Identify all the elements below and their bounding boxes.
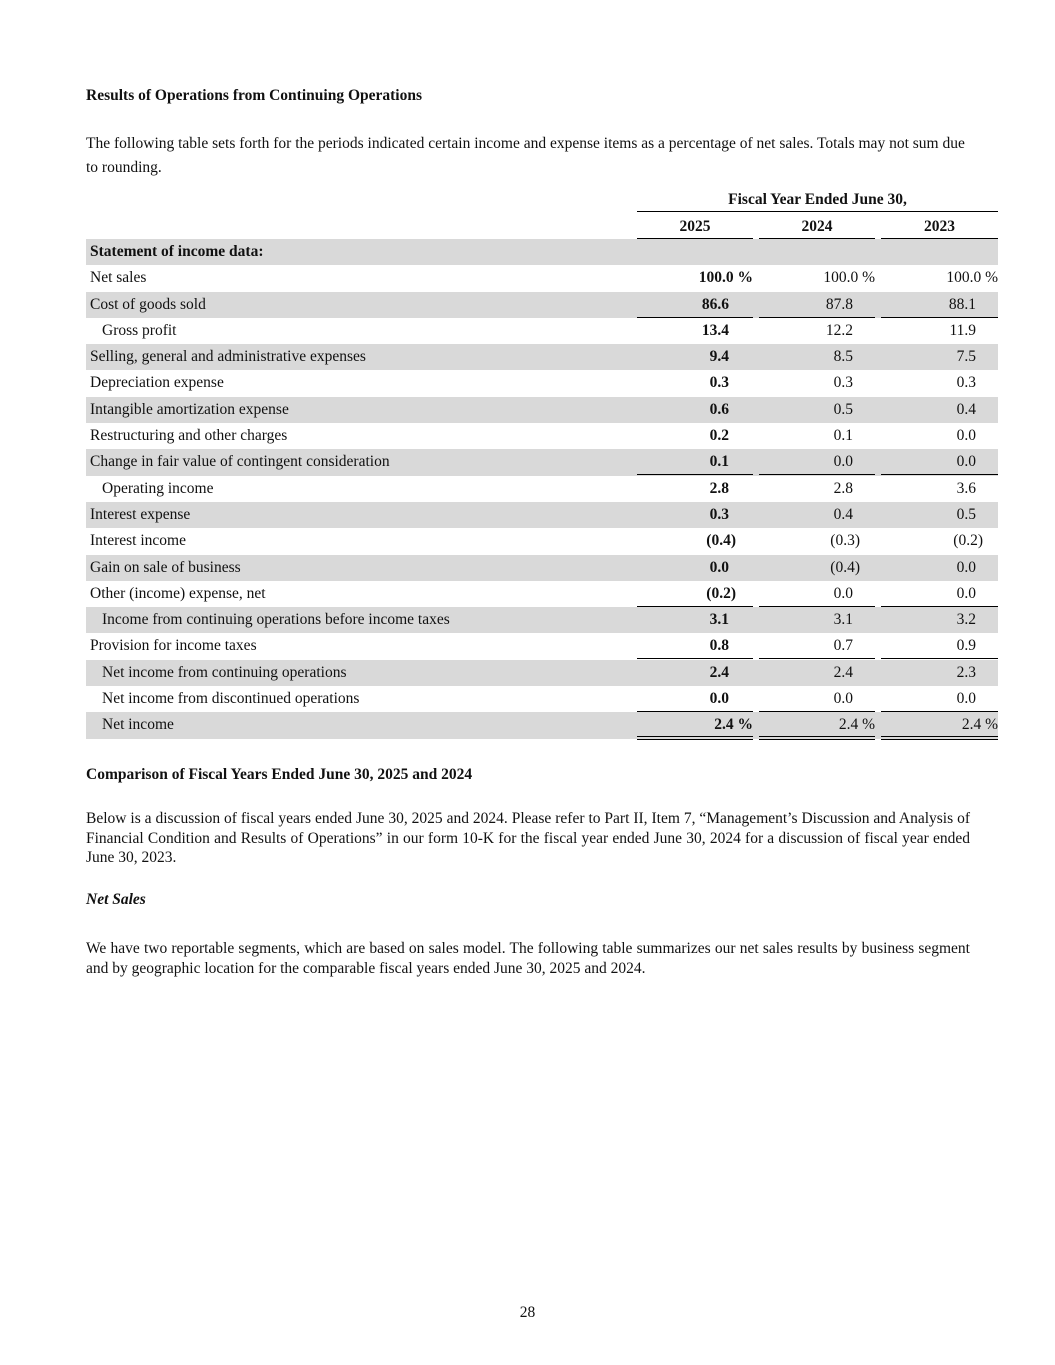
value-2024: 3.1 bbox=[833, 611, 853, 629]
value-2024: 0.0 bbox=[833, 690, 853, 708]
value-2025: 3.1 bbox=[709, 611, 729, 629]
year-header-2025: 2025 bbox=[637, 216, 753, 239]
row-label: Selling, general and administrative expenses bbox=[90, 348, 366, 366]
value-2023: 0.0 bbox=[956, 558, 976, 576]
value-2023: 0.0 bbox=[956, 427, 976, 445]
value-2025: 0.3 bbox=[709, 505, 729, 523]
row-label: Interest expense bbox=[90, 505, 191, 523]
value-2025: 0.3 bbox=[709, 374, 729, 392]
value-2023: 0.3 bbox=[956, 374, 976, 392]
value-2023: 100.0 % bbox=[946, 269, 998, 287]
value-2024: 8.5 bbox=[833, 348, 853, 366]
value-2023: 0.5 bbox=[956, 505, 976, 523]
table-row bbox=[86, 397, 998, 423]
table-row bbox=[86, 239, 998, 265]
value-2025: 0.6 bbox=[709, 400, 729, 418]
value-2024: 0.3 bbox=[833, 374, 853, 392]
table-row bbox=[86, 344, 998, 370]
value-2023: 3.2 bbox=[956, 611, 976, 629]
value-2024: 0.1 bbox=[833, 427, 853, 445]
row-label: Change in fair value of contingent consideration bbox=[90, 453, 390, 471]
value-2024: 0.5 bbox=[833, 400, 853, 418]
value-2024: 2.8 bbox=[833, 479, 853, 497]
table-row bbox=[86, 660, 998, 686]
value-2024: 0.7 bbox=[833, 637, 853, 655]
value-2025: 0.0 bbox=[709, 558, 729, 576]
value-2025: 0.0 bbox=[709, 690, 729, 708]
row-label: Provision for income taxes bbox=[90, 637, 257, 655]
value-2023: 11.9 bbox=[949, 321, 976, 339]
value-2023: 0.0 bbox=[956, 584, 976, 602]
row-label: Net income bbox=[102, 716, 174, 734]
comparison-title: Comparison of Fiscal Years Ended June 30, 2025 and 2024 bbox=[86, 766, 473, 783]
value-2023: 0.0 bbox=[956, 690, 976, 708]
table-row bbox=[86, 370, 998, 396]
row-label: Net income from discontinued operations bbox=[102, 690, 360, 708]
value-2025: 0.2 bbox=[709, 427, 729, 445]
value-2025: 2.4 % bbox=[714, 716, 753, 734]
year-header-2024: 2024 bbox=[759, 216, 875, 239]
value-2025: 2.4 bbox=[709, 663, 729, 681]
year-header-2023: 2023 bbox=[881, 216, 998, 239]
table-row bbox=[86, 265, 998, 291]
row-label: Intangible amortization expense bbox=[90, 400, 289, 418]
value-2025: 9.4 bbox=[709, 348, 729, 366]
period-header: Fiscal Year Ended June 30, bbox=[637, 188, 998, 212]
value-2025: 86.6 bbox=[701, 295, 729, 313]
value-2024: 100.0 % bbox=[823, 269, 875, 287]
table-row bbox=[86, 528, 998, 554]
net-sales-title: Net Sales bbox=[86, 891, 146, 908]
row-label: Depreciation expense bbox=[90, 374, 224, 392]
table-row bbox=[86, 449, 998, 475]
section-title: Results of Operations from Continuing Operations bbox=[86, 87, 422, 104]
page-number: 28 bbox=[519, 1304, 536, 1321]
value-2025: 13.4 bbox=[701, 321, 729, 339]
table-row bbox=[86, 318, 998, 344]
value-2023: 0.9 bbox=[956, 637, 976, 655]
value-2024: (0.3) bbox=[830, 532, 860, 550]
value-2024: 87.8 bbox=[825, 295, 853, 313]
value-2025: 0.8 bbox=[709, 637, 729, 655]
value-2023: 88.1 bbox=[948, 295, 976, 313]
row-label: Interest income bbox=[90, 532, 186, 550]
comparison-paragraph: Below is a discussion of fiscal years ended June 30, 2025 and 2024. Please refer to Part II, Item 7, “Management’s Discussion and Analysis of Financial Condition and Results of Operations” in our form 10-K for the fiscal year ended June 30, 2024 for a discussion of fiscal year ended June 30, 2023. bbox=[86, 810, 970, 866]
table-row bbox=[86, 476, 998, 502]
value-2023: 2.4 % bbox=[961, 716, 998, 734]
value-2023: 2.3 bbox=[956, 663, 976, 681]
row-label: Gross profit bbox=[102, 321, 177, 339]
row-label: Other (income) expense, net bbox=[90, 584, 266, 602]
value-2024: (0.4) bbox=[830, 558, 860, 576]
value-2024: 0.0 bbox=[833, 453, 853, 471]
table-row bbox=[86, 502, 998, 528]
row-label: Gain on sale of business bbox=[90, 558, 241, 576]
value-2025: (0.4) bbox=[706, 532, 736, 550]
value-2023: 0.0 bbox=[956, 453, 976, 471]
value-2024: 0.0 bbox=[833, 584, 853, 602]
intro-paragraph: The following table sets forth for the periods indicated certain income and expense items as a percentage of net sales. Totals may not sum due to rounding. bbox=[86, 135, 965, 176]
table-row bbox=[86, 712, 998, 738]
table-row bbox=[86, 581, 998, 607]
value-2025: 2.8 bbox=[709, 479, 729, 497]
row-label: Statement of income data: bbox=[90, 243, 264, 260]
row-label: Net sales bbox=[90, 269, 147, 287]
table-row bbox=[86, 292, 998, 318]
value-2024: 0.4 bbox=[833, 505, 853, 523]
row-label: Operating income bbox=[102, 479, 214, 497]
value-2025: 0.1 bbox=[709, 453, 729, 471]
value-2023: 0.4 bbox=[956, 400, 976, 418]
value-2024: 12.2 bbox=[825, 321, 853, 339]
row-label: Net income from continuing operations bbox=[102, 663, 347, 681]
table-row bbox=[86, 555, 998, 581]
row-label: Cost of goods sold bbox=[90, 295, 206, 313]
value-2023: (0.2) bbox=[953, 532, 983, 550]
row-label: Income from continuing operations before income taxes bbox=[102, 611, 450, 629]
value-2024: 2.4 % bbox=[838, 716, 875, 734]
table-row bbox=[86, 686, 998, 712]
table-row bbox=[86, 633, 998, 659]
net-sales-paragraph: We have two reportable segments, which are based on sales model. The following table summarizes our net sales results by business segment and by geographic location for the comparable fiscal years ended June 30, 2025 and 2024. bbox=[86, 940, 970, 977]
value-2025: 100.0 % bbox=[698, 269, 753, 287]
table-row bbox=[86, 607, 998, 633]
value-2023: 3.6 bbox=[956, 479, 976, 497]
value-2025: (0.2) bbox=[706, 584, 736, 602]
table-row bbox=[86, 423, 998, 449]
row-label: Restructuring and other charges bbox=[90, 427, 288, 445]
value-2023: 7.5 bbox=[956, 348, 976, 366]
value-2024: 2.4 bbox=[833, 663, 853, 681]
